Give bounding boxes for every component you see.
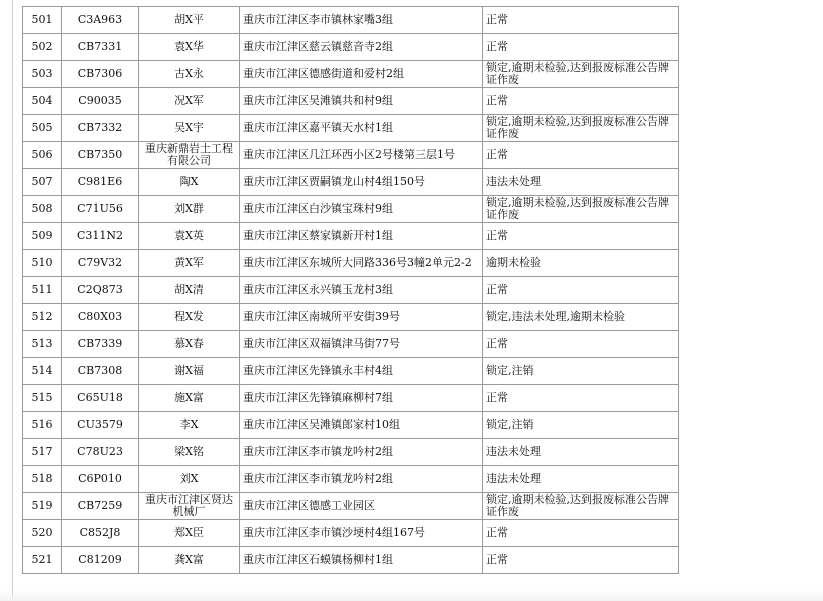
plate-cell[interactable]: [62, 304, 139, 331]
address-cell[interactable]: [240, 61, 483, 88]
address: 重庆市江津区吴滩镇共和村9组: [243, 94, 393, 107]
plate-cell[interactable]: [62, 547, 139, 574]
status: 锁定,注销: [486, 364, 534, 377]
owner-name: 刘X: [179, 472, 199, 485]
table-row: [23, 277, 679, 304]
table-row: [23, 304, 679, 331]
owner-cell[interactable]: [139, 439, 240, 466]
status: 锁定,逾期未检验,达到报废标准公告牌证作废: [486, 115, 669, 140]
owner-cell[interactable]: [139, 88, 240, 115]
address-cell[interactable]: [240, 277, 483, 304]
plate-cell[interactable]: [62, 7, 139, 34]
table-row: [23, 223, 679, 250]
address: 重庆市江津区几江环西小区2号楼第三层1号: [243, 148, 455, 161]
table-row: [23, 385, 679, 412]
status: 违法未处理: [486, 445, 541, 458]
address-cell[interactable]: [240, 142, 483, 169]
owner-cell[interactable]: [139, 358, 240, 385]
status-cell[interactable]: [483, 34, 679, 61]
plate-number: C80X03: [77, 310, 123, 323]
plate-cell[interactable]: [62, 223, 139, 250]
status: 锁定,违法未处理,逾期未检验: [486, 310, 625, 323]
status-cell[interactable]: [483, 115, 679, 142]
owner-name: 李X: [179, 418, 199, 431]
status: 锁定,逾期未检验,达到报废标准公告牌证作废: [486, 61, 669, 86]
owner-name: 陶X: [179, 175, 199, 188]
table-row: [23, 34, 679, 61]
owner-cell[interactable]: [139, 412, 240, 439]
plate-cell[interactable]: [62, 142, 139, 169]
row-number: 502: [31, 40, 53, 53]
row-number: 519: [31, 499, 53, 512]
table-row: [23, 169, 679, 196]
address-cell[interactable]: [240, 439, 483, 466]
row-number-cell[interactable]: [23, 223, 62, 250]
plate-cell[interactable]: [62, 520, 139, 547]
owner-name: 吴X宇: [174, 121, 204, 134]
table-row: [23, 412, 679, 439]
plate-cell[interactable]: [62, 439, 139, 466]
status-cell[interactable]: [483, 520, 679, 547]
owner-name: 谢X福: [174, 364, 204, 377]
row-number-cell[interactable]: [23, 196, 62, 223]
row-number-cell[interactable]: [23, 439, 62, 466]
plate-number: C852J8: [79, 526, 121, 539]
sheet-left-edge: [12, 0, 13, 601]
owner-cell[interactable]: [139, 547, 240, 574]
status-cell[interactable]: [483, 196, 679, 223]
table-row: [23, 7, 679, 34]
owner-name: 郑X臣: [174, 526, 204, 539]
status-cell[interactable]: [483, 142, 679, 169]
address-cell[interactable]: [240, 547, 483, 574]
row-number: 501: [31, 13, 53, 26]
plate-cell[interactable]: [62, 466, 139, 493]
owner-cell[interactable]: [139, 493, 240, 520]
owner-name: 况X军: [174, 94, 204, 107]
address-cell[interactable]: [240, 358, 483, 385]
address: 重庆市江津区石蟆镇杨柳村1组: [243, 553, 393, 566]
owner-cell[interactable]: [139, 61, 240, 88]
address-cell[interactable]: [240, 466, 483, 493]
row-number-cell[interactable]: [23, 493, 62, 520]
owner-cell[interactable]: [139, 250, 240, 277]
plate-cell[interactable]: [62, 88, 139, 115]
plate-cell[interactable]: [62, 412, 139, 439]
row-number: 509: [31, 229, 53, 242]
plate-cell[interactable]: [62, 277, 139, 304]
status: 正常: [486, 229, 508, 242]
plate-cell[interactable]: [62, 358, 139, 385]
table-row: [23, 493, 679, 520]
owner-name: 古X永: [174, 67, 204, 80]
address-cell[interactable]: [240, 250, 483, 277]
address: 重庆市江津区白沙镇宝珠村9组: [243, 202, 393, 215]
owner-name: 程X发: [174, 310, 204, 323]
row-number: 513: [31, 337, 53, 350]
owner-name: 梁X铭: [174, 445, 204, 458]
status: 正常: [486, 337, 508, 350]
address: 重庆市江津区先锋镇麻柳村7组: [243, 391, 393, 404]
owner-cell[interactable]: [139, 196, 240, 223]
status-cell[interactable]: [483, 223, 679, 250]
address: 重庆市江津区李市镇龙吟村2组: [243, 472, 393, 485]
row-number-cell[interactable]: [23, 466, 62, 493]
table-row: [23, 358, 679, 385]
address: 重庆市江津区蔡家镇新开村1组: [243, 229, 393, 242]
address: 重庆市江津区贾嗣镇龙山村4组150号: [243, 175, 425, 188]
row-number-cell[interactable]: [23, 142, 62, 169]
owner-name: 重庆新鼎岩土工程有限公司: [145, 142, 233, 167]
plate-number: C6P010: [78, 472, 122, 485]
row-number-cell[interactable]: [23, 547, 62, 574]
row-number-cell[interactable]: [23, 61, 62, 88]
plate-cell[interactable]: [62, 493, 139, 520]
plate-number: C3A963: [77, 13, 123, 26]
owner-cell[interactable]: [139, 142, 240, 169]
table-body: [23, 7, 679, 574]
status-cell[interactable]: [483, 493, 679, 520]
status: 正常: [486, 94, 508, 107]
vehicle-records-table: [22, 6, 679, 574]
table-row: [23, 331, 679, 358]
status: 正常: [486, 553, 508, 566]
row-number-cell[interactable]: [23, 115, 62, 142]
plate-cell[interactable]: [62, 250, 139, 277]
table-row: [23, 466, 679, 493]
plate-cell[interactable]: [62, 196, 139, 223]
row-number: 517: [31, 445, 53, 458]
plate-number: C981E6: [77, 175, 123, 188]
plate-number: CB7350: [77, 148, 123, 161]
address: 重庆市江津区嘉平镇天水村1组: [243, 121, 393, 134]
plate-number: CU3579: [77, 418, 123, 431]
table-row: [23, 520, 679, 547]
plate-number: C81209: [78, 553, 122, 566]
row-number-cell[interactable]: [23, 7, 62, 34]
row-number: 520: [31, 526, 53, 539]
row-number: 511: [31, 283, 53, 296]
row-number-cell[interactable]: [23, 385, 62, 412]
address: 重庆市江津区永兴镇玉龙村3组: [243, 283, 393, 296]
plate-cell[interactable]: [62, 115, 139, 142]
row-number: 508: [31, 202, 53, 215]
status-cell[interactable]: [483, 439, 679, 466]
status: 锁定,逾期未检验,达到报废标准公告牌证作废: [486, 493, 669, 518]
row-number: 507: [31, 175, 53, 188]
address-cell[interactable]: [240, 493, 483, 520]
row-number-cell[interactable]: [23, 520, 62, 547]
row-number: 512: [31, 310, 53, 323]
owner-name: 重庆市江津区贤达机械厂: [145, 493, 233, 518]
status: 正常: [486, 391, 508, 404]
owner-cell[interactable]: [139, 277, 240, 304]
plate-cell[interactable]: [62, 34, 139, 61]
owner-name: 龚X富: [174, 553, 204, 566]
owner-name: 袁X华: [174, 40, 204, 53]
address-cell[interactable]: [240, 88, 483, 115]
address-cell[interactable]: [240, 34, 483, 61]
status: 正常: [486, 13, 508, 26]
status: 正常: [486, 283, 508, 296]
address: 重庆市江津区先锋镇永丰村4组: [243, 364, 393, 377]
status: 违法未处理: [486, 472, 541, 485]
address: 重庆市江津区德感街道和爱村2组: [243, 67, 404, 80]
row-number-cell[interactable]: [23, 412, 62, 439]
owner-cell[interactable]: [139, 115, 240, 142]
status: 正常: [486, 148, 508, 161]
owner-cell[interactable]: [139, 331, 240, 358]
status-cell[interactable]: [483, 466, 679, 493]
plate-number: C79V32: [77, 256, 123, 269]
owner-cell[interactable]: [139, 169, 240, 196]
plate-number: C71U56: [77, 202, 123, 215]
status-cell[interactable]: [483, 331, 679, 358]
table-row: [23, 439, 679, 466]
address: 重庆市江津区东城所大同路336号3幢2单元2-2: [243, 256, 472, 269]
status-cell[interactable]: [483, 61, 679, 88]
owner-cell[interactable]: [139, 7, 240, 34]
address: 重庆市江津区李市镇龙吟村2组: [243, 445, 393, 458]
row-number: 514: [31, 364, 53, 377]
table-row: [23, 547, 679, 574]
address-cell[interactable]: [240, 196, 483, 223]
address: 重庆市江津区慈云镇慈音寺2组: [243, 40, 393, 53]
status-cell[interactable]: [483, 169, 679, 196]
status-cell[interactable]: [483, 358, 679, 385]
row-number-cell[interactable]: [23, 34, 62, 61]
owner-name: 刘X群: [174, 202, 204, 215]
address-cell[interactable]: [240, 115, 483, 142]
row-number-cell[interactable]: [23, 88, 62, 115]
row-number-cell[interactable]: [23, 250, 62, 277]
table-row: [23, 142, 679, 169]
owner-cell[interactable]: [139, 223, 240, 250]
row-number: 505: [31, 121, 53, 134]
status-cell[interactable]: [483, 277, 679, 304]
row-number: 510: [31, 256, 53, 269]
owner-cell[interactable]: [139, 304, 240, 331]
row-number: 521: [31, 553, 53, 566]
address-cell[interactable]: [240, 331, 483, 358]
status: 锁定,注销: [486, 418, 534, 431]
table-row: [23, 196, 679, 223]
plate-number: C90035: [78, 94, 122, 107]
status-cell[interactable]: [483, 7, 679, 34]
table-row: [23, 250, 679, 277]
owner-name: 施X富: [174, 391, 204, 404]
status-cell[interactable]: [483, 304, 679, 331]
address-cell[interactable]: [240, 385, 483, 412]
address: 重庆市江津区李市镇沙埂村4组167号: [243, 526, 425, 539]
status-cell[interactable]: [483, 88, 679, 115]
owner-name: 胡X平: [174, 13, 204, 26]
address-cell[interactable]: [240, 412, 483, 439]
plate-number: C78U23: [77, 445, 123, 458]
plate-cell[interactable]: [62, 385, 139, 412]
row-number-cell[interactable]: [23, 277, 62, 304]
row-number-cell[interactable]: [23, 331, 62, 358]
owner-cell[interactable]: [139, 385, 240, 412]
row-number: 506: [31, 148, 53, 161]
row-number: 503: [31, 67, 53, 80]
row-number: 518: [31, 472, 53, 485]
status: 正常: [486, 40, 508, 53]
row-number: 504: [31, 94, 53, 107]
plate-number: CB7306: [77, 67, 123, 80]
owner-cell[interactable]: [139, 520, 240, 547]
owner-name: 慕X春: [174, 337, 204, 350]
address: 重庆市江津区德感工业园区: [243, 499, 375, 512]
address-cell[interactable]: [240, 304, 483, 331]
plate-cell[interactable]: [62, 169, 139, 196]
status: 锁定,逾期未检验,达到报废标准公告牌证作废: [486, 196, 669, 221]
table-row: [23, 88, 679, 115]
plate-number: C311N2: [76, 229, 124, 242]
status: 逾期未检验: [486, 256, 541, 269]
address-cell[interactable]: [240, 169, 483, 196]
address: 重庆市江津区双福镇津马街77号: [243, 337, 400, 350]
plate-number: CB7331: [77, 40, 123, 53]
plate-cell[interactable]: [62, 61, 139, 88]
address: 重庆市江津区李市镇林家嘴3组: [243, 13, 393, 26]
address-cell[interactable]: [240, 223, 483, 250]
bottom-fade: [0, 590, 823, 601]
owner-name: 黄X军: [174, 256, 204, 269]
plate-number: CB7259: [77, 499, 123, 512]
address-cell[interactable]: [240, 520, 483, 547]
row-number: 516: [31, 418, 53, 431]
table-row: [23, 115, 679, 142]
address-cell[interactable]: [240, 7, 483, 34]
address: 重庆市江津区吴滩镇郎家村10组: [243, 418, 400, 431]
status: 违法未处理: [486, 175, 541, 188]
row-number-cell[interactable]: [23, 358, 62, 385]
status-cell[interactable]: [483, 547, 679, 574]
status: 正常: [486, 526, 508, 539]
owner-name: 袁X英: [174, 229, 204, 242]
address: 重庆市江津区南城所平安街39号: [243, 310, 400, 323]
plate-number: CB7332: [77, 121, 123, 134]
plate-number: C2Q873: [77, 283, 123, 296]
plate-number: CB7339: [77, 337, 123, 350]
plate-number: CB7308: [77, 364, 123, 377]
row-number-cell[interactable]: [23, 304, 62, 331]
owner-cell[interactable]: [139, 466, 240, 493]
status-cell[interactable]: [483, 250, 679, 277]
plate-number: C65U18: [77, 391, 123, 404]
status-cell[interactable]: [483, 385, 679, 412]
table-row: [23, 61, 679, 88]
row-number: 515: [31, 391, 53, 404]
plate-cell[interactable]: [62, 331, 139, 358]
row-number-cell[interactable]: [23, 169, 62, 196]
owner-name: 胡X清: [174, 283, 204, 296]
status-cell[interactable]: [483, 412, 679, 439]
owner-cell[interactable]: [139, 34, 240, 61]
